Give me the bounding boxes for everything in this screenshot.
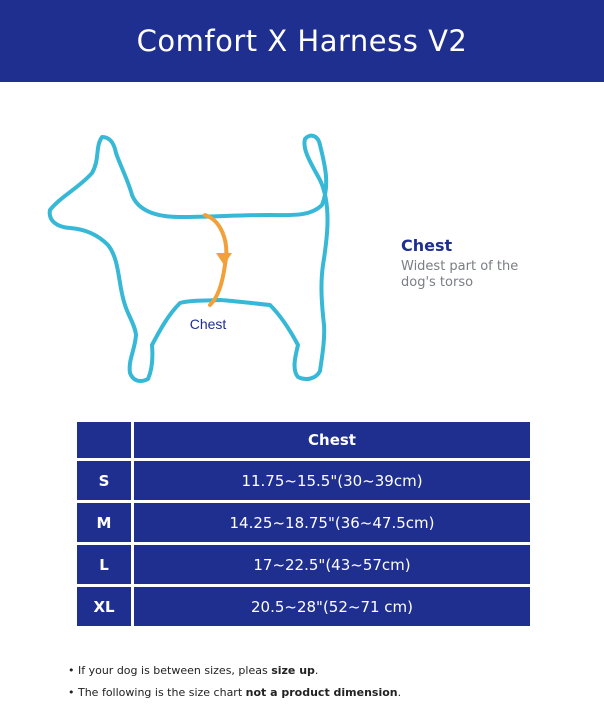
- table-header-row: [76, 421, 532, 460]
- size-cell: S: [76, 460, 133, 502]
- size-chart-table: [74, 419, 533, 629]
- arrow-down-icon: [216, 253, 232, 265]
- chest-value-cell: 14.25~18.75"(36~47.5cm): [133, 502, 532, 544]
- table-row: [76, 586, 532, 628]
- chest-value-cell: 11.75~15.5"(30~39cm): [133, 460, 532, 502]
- page-title: Comfort X Harness V2: [136, 24, 468, 58]
- note-item: [68, 678, 401, 708]
- callout-description-2: dog's torso: [401, 275, 474, 290]
- dog-chest-label: Chest: [189, 316, 227, 332]
- note-text: • If your dog is between sizes, pleas: [68, 664, 272, 677]
- table-corner: [76, 421, 133, 460]
- table-row: [76, 460, 532, 502]
- chest-value-cell: 20.5~28"(52~71 cm): [133, 586, 532, 628]
- note-text: • The following is the size chart: [68, 686, 246, 699]
- size-cell: L: [76, 544, 133, 586]
- note-emphasis: not a product dimension: [245, 686, 398, 699]
- callout-title: Chest: [401, 236, 453, 255]
- table-row: [76, 544, 532, 586]
- page-header: [0, 0, 604, 82]
- size-cell: M: [76, 502, 133, 544]
- size-cell: XL: [76, 586, 133, 628]
- table-header-chest: Chest: [133, 421, 532, 460]
- callout-description-1: Widest part of the: [401, 259, 519, 274]
- note-suffix: .: [314, 664, 319, 677]
- size-notes-2: [68, 678, 401, 708]
- note-suffix: .: [397, 686, 402, 699]
- chest-value-cell: 17~22.5"(43~57cm): [133, 544, 532, 586]
- table-row: [76, 502, 532, 544]
- note-emphasis: size up: [271, 664, 315, 677]
- dog-outline-icon: [40, 125, 360, 400]
- dog-silhouette: [50, 136, 328, 381]
- chest-callout: [401, 236, 581, 291]
